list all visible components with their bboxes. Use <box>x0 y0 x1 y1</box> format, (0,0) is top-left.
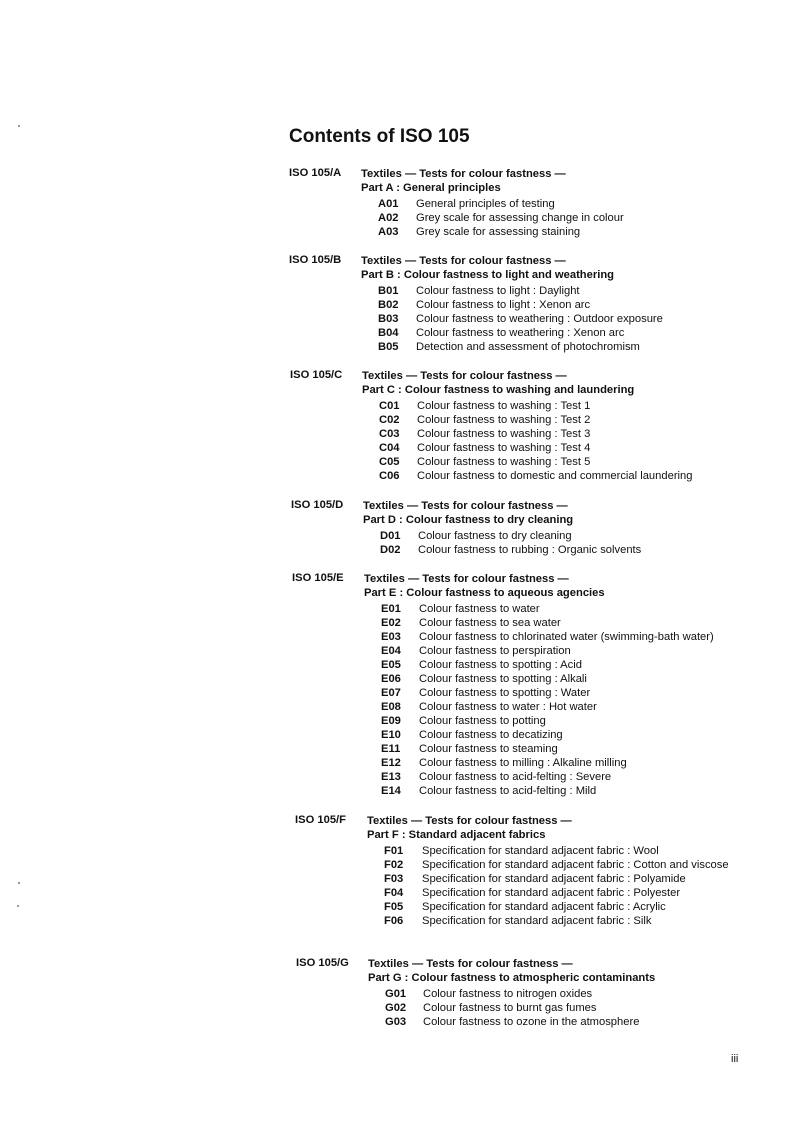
section-code: ISO 105/E <box>292 572 344 584</box>
item-code: E08 <box>381 701 401 713</box>
section-series-heading: Textiles — Tests for colour fastness — <box>368 958 573 970</box>
section-part-heading: Part E : Colour fastness to aqueous agencies <box>364 587 605 599</box>
list-item <box>381 616 714 630</box>
item-text: Colour fastness to ozone in the atmosphere <box>423 1016 640 1028</box>
item-code: E11 <box>381 743 401 755</box>
scan-speck <box>18 882 20 884</box>
list-item <box>381 602 714 616</box>
item-text: Detection and assessment of photochromism <box>416 341 640 353</box>
page-number: iii <box>731 1053 739 1065</box>
item-text: Colour fastness to milling : Alkaline milling <box>419 757 627 769</box>
item-text: Specification for standard adjacent fabric : Polyester <box>422 887 681 899</box>
item-text: Specification for standard adjacent fabric : Acrylic <box>422 901 666 913</box>
section-body <box>367 814 736 928</box>
section-code: ISO 105/A <box>289 167 342 179</box>
section-body <box>362 369 692 483</box>
item-code: D01 <box>380 530 401 542</box>
list-item <box>379 441 692 455</box>
list-item <box>378 225 624 239</box>
list-item <box>380 529 641 543</box>
item-code: E13 <box>381 771 401 783</box>
list-item <box>381 658 714 672</box>
item-code: E09 <box>381 715 401 727</box>
item-text: Colour fastness to acid-felting : Severe <box>419 771 612 783</box>
item-text: Colour fastness to steaming <box>419 743 558 755</box>
item-code: C06 <box>379 470 400 482</box>
scan-speck <box>18 125 20 127</box>
item-code: B03 <box>378 313 399 325</box>
item-text: Colour fastness to spotting : Water <box>419 687 591 699</box>
section-code: ISO 105/C <box>290 369 343 381</box>
list-item <box>378 197 624 211</box>
item-code: C05 <box>379 456 400 468</box>
item-text: Colour fastness to potting <box>419 715 546 727</box>
section-code: ISO 105/D <box>291 499 344 511</box>
section-series-heading: Textiles — Tests for colour fastness — <box>361 255 566 267</box>
list-item <box>378 312 663 326</box>
item-code: F05 <box>384 901 404 913</box>
item-text: Colour fastness to water : Hot water <box>419 701 597 713</box>
section-body <box>368 957 655 1029</box>
item-text: Colour fastness to light : Daylight <box>416 285 580 297</box>
item-code: E07 <box>381 687 401 699</box>
list-item <box>379 469 692 483</box>
item-code: B05 <box>378 341 399 353</box>
item-text: Grey scale for assessing change in colour <box>416 212 624 224</box>
item-code: C03 <box>379 428 400 440</box>
item-text: Colour fastness to spotting : Alkali <box>419 673 587 685</box>
list-item <box>384 914 736 928</box>
list-item <box>380 543 641 557</box>
item-code: F04 <box>384 887 404 899</box>
list-item <box>381 630 714 644</box>
item-code: E05 <box>381 659 401 671</box>
section-items <box>378 284 663 354</box>
section-series-heading: Textiles — Tests for colour fastness — <box>363 500 568 512</box>
list-item <box>379 413 692 427</box>
item-code: C01 <box>379 400 400 412</box>
item-text: Colour fastness to washing : Test 3 <box>417 428 591 440</box>
section-body <box>363 499 641 557</box>
list-item <box>378 298 663 312</box>
item-code: C02 <box>379 414 400 426</box>
item-text: Colour fastness to weathering : Xenon arc <box>416 327 625 339</box>
item-text: Colour fastness to dry cleaning <box>418 530 572 542</box>
item-code: E12 <box>381 757 401 769</box>
item-code: B04 <box>378 327 399 339</box>
item-text: Colour fastness to light : Xenon arc <box>416 299 591 311</box>
list-item <box>384 900 736 914</box>
list-item <box>378 340 663 354</box>
item-code: E03 <box>381 631 401 643</box>
list-item <box>385 1015 655 1029</box>
list-item <box>385 987 655 1001</box>
list-item <box>379 427 692 441</box>
list-item <box>384 872 736 886</box>
item-text: Grey scale for assessing staining <box>416 226 581 238</box>
item-text: Colour fastness to domestic and commercial laundering <box>417 470 693 482</box>
item-text: Specification for standard adjacent fabric : Cotton and viscose <box>422 859 729 871</box>
section-part-heading: Part C : Colour fastness to washing and laundering <box>362 384 635 396</box>
section-body <box>364 572 714 798</box>
list-item <box>378 326 663 340</box>
item-code: G03 <box>385 1016 407 1028</box>
item-text: Specification for standard adjacent fabric : Polyamide <box>422 873 686 885</box>
section-series-heading: Textiles — Tests for colour fastness — <box>367 815 572 827</box>
item-text: Colour fastness to rubbing : Organic solvents <box>418 544 642 556</box>
item-code: G02 <box>385 1002 407 1014</box>
item-code: D02 <box>380 544 401 556</box>
item-text: Colour fastness to washing : Test 1 <box>417 400 591 412</box>
section-items <box>385 987 655 1029</box>
list-item <box>381 686 714 700</box>
item-code: B02 <box>378 299 399 311</box>
section-code: ISO 105/F <box>295 814 346 826</box>
item-text: Colour fastness to perspiration <box>419 645 571 657</box>
section-part-heading: Part A : General principles <box>361 182 501 194</box>
list-item <box>381 672 714 686</box>
item-text: Colour fastness to spotting : Acid <box>419 659 582 671</box>
section-part-heading: Part F : Standard adjacent fabrics <box>367 829 546 841</box>
section-series-heading: Textiles — Tests for colour fastness — <box>364 573 569 585</box>
item-text: Colour fastness to washing : Test 5 <box>417 456 591 468</box>
section-series-heading: Textiles — Tests for colour fastness — <box>362 370 567 382</box>
item-text: Colour fastness to water <box>419 603 540 615</box>
item-code: E01 <box>381 603 401 615</box>
list-item <box>381 700 714 714</box>
list-item <box>379 455 692 469</box>
item-text: Specification for standard adjacent fabric : Wool <box>422 845 659 857</box>
item-code: F02 <box>384 859 404 871</box>
page-title: Contents of ISO 105 <box>289 126 470 147</box>
section-body <box>361 167 624 239</box>
section-series-heading: Textiles — Tests for colour fastness — <box>361 168 566 180</box>
item-code: E06 <box>381 673 401 685</box>
section-items <box>380 529 641 557</box>
item-code: A01 <box>378 198 399 210</box>
item-code: F01 <box>384 845 404 857</box>
section-code: ISO 105/G <box>296 957 349 969</box>
section-code: ISO 105/B <box>289 254 342 266</box>
item-text: Colour fastness to weathering : Outdoor exposure <box>416 313 663 325</box>
item-text: Colour fastness to acid-felting : Mild <box>419 785 597 797</box>
list-item <box>381 728 714 742</box>
list-item <box>384 858 736 872</box>
item-text: Specification for standard adjacent fabric : Silk <box>422 915 652 927</box>
item-text: Colour fastness to sea water <box>419 617 561 629</box>
list-item <box>385 1001 655 1015</box>
list-item <box>381 770 714 784</box>
list-item <box>378 211 624 225</box>
list-item <box>381 756 714 770</box>
list-item <box>378 284 663 298</box>
item-code: C04 <box>379 442 400 454</box>
list-item <box>384 844 736 858</box>
item-text: Colour fastness to decatizing <box>419 729 563 741</box>
list-item <box>379 399 692 413</box>
item-code: A02 <box>378 212 399 224</box>
item-code: F06 <box>384 915 404 927</box>
list-item <box>381 714 714 728</box>
item-text: Colour fastness to washing : Test 4 <box>417 442 591 454</box>
item-text: Colour fastness to washing : Test 2 <box>417 414 591 426</box>
list-item <box>381 784 714 798</box>
item-code: E04 <box>381 645 401 657</box>
section-part-heading: Part G : Colour fastness to atmospheric contaminants <box>368 972 656 984</box>
item-text: Colour fastness to nitrogen oxides <box>423 988 593 1000</box>
section-items <box>384 844 736 928</box>
item-code: A03 <box>378 226 399 238</box>
item-code: F03 <box>384 873 404 885</box>
list-item <box>384 886 736 900</box>
section-part-heading: Part B : Colour fastness to light and weathering <box>361 269 614 281</box>
list-item <box>381 644 714 658</box>
section-items <box>381 602 714 798</box>
section-items <box>378 197 624 239</box>
item-text: Colour fastness to chlorinated water (swimming-bath water) <box>419 631 714 643</box>
section-part-heading: Part D : Colour fastness to dry cleaning <box>363 514 574 526</box>
item-code: E10 <box>381 729 401 741</box>
item-code: E02 <box>381 617 401 629</box>
item-text: General principles of testing <box>416 198 555 210</box>
item-text: Colour fastness to burnt gas fumes <box>423 1002 597 1014</box>
item-code: E14 <box>381 785 401 797</box>
list-item <box>381 742 714 756</box>
item-code: G01 <box>385 988 407 1000</box>
item-code: B01 <box>378 285 399 297</box>
section-items <box>379 399 692 483</box>
scan-speck <box>17 905 19 907</box>
section-body <box>361 254 663 354</box>
